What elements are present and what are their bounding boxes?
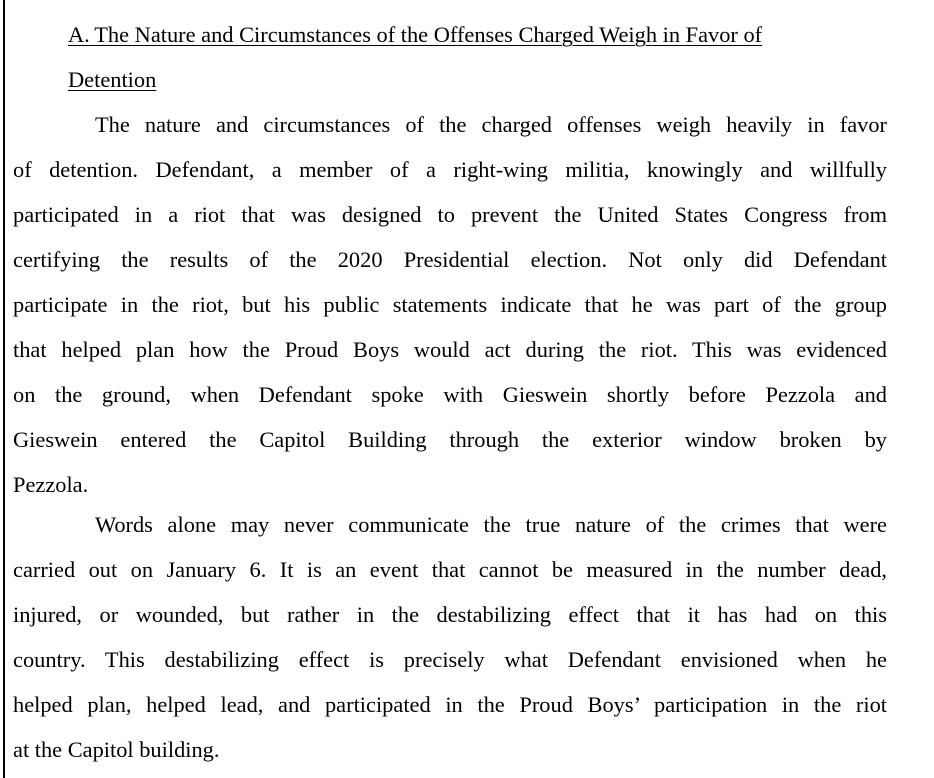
paragraph-line: of detention. Defendant, a member of a right-wing militia, knowingly and willfully: [13, 157, 887, 182]
paragraph-line: at the Capitol building.: [13, 737, 220, 762]
section-heading: [68, 12, 888, 102]
paragraph-destabilizing-effect: [13, 502, 887, 772]
paragraph-line: The nature and circumstances of the charged offenses weigh heavily in favor: [95, 112, 887, 137]
paragraph-line: injured, or wounded, but rather in the destabilizing effect that it has had on this: [13, 602, 887, 627]
paragraph-line: Pezzola.: [13, 472, 89, 497]
paragraph-line: Gieswein entered the Capitol Building through the exterior window broken by: [13, 427, 887, 452]
paragraph-line: participated in a riot that was designed to prevent the United States Congress from: [13, 202, 887, 227]
paragraph-line: on the ground, when Defendant spoke with Gieswein shortly before Pezzola and: [13, 382, 887, 407]
paragraph-line: certifying the results of the 2020 Presidential election. Not only did Defendant: [13, 247, 887, 272]
section-heading-line-1: A. The Nature and Circumstances of the Offenses Charged Weigh in Favor of: [68, 22, 763, 47]
paragraph-nature-of-offenses: [13, 102, 887, 507]
page-left-border: [3, 0, 5, 778]
paragraph-line: country. This destabilizing effect is precisely what Defendant envisioned when he: [13, 647, 887, 672]
paragraph-line: helped plan, helped lead, and participated in the Proud Boys’ participation in the riot: [13, 692, 887, 717]
paragraph-line: carried out on January 6. It is an event that cannot be measured in the number dead,: [13, 557, 887, 582]
section-heading-line-2: Detention: [68, 67, 157, 92]
paragraph-line: Words alone may never communicate the true nature of the crimes that were: [95, 512, 887, 537]
paragraph-line: participate in the riot, but his public statements indicate that he was part of the group: [13, 292, 887, 317]
paragraph-line: that helped plan how the Proud Boys would act during the riot. This was evidenced: [13, 337, 887, 362]
